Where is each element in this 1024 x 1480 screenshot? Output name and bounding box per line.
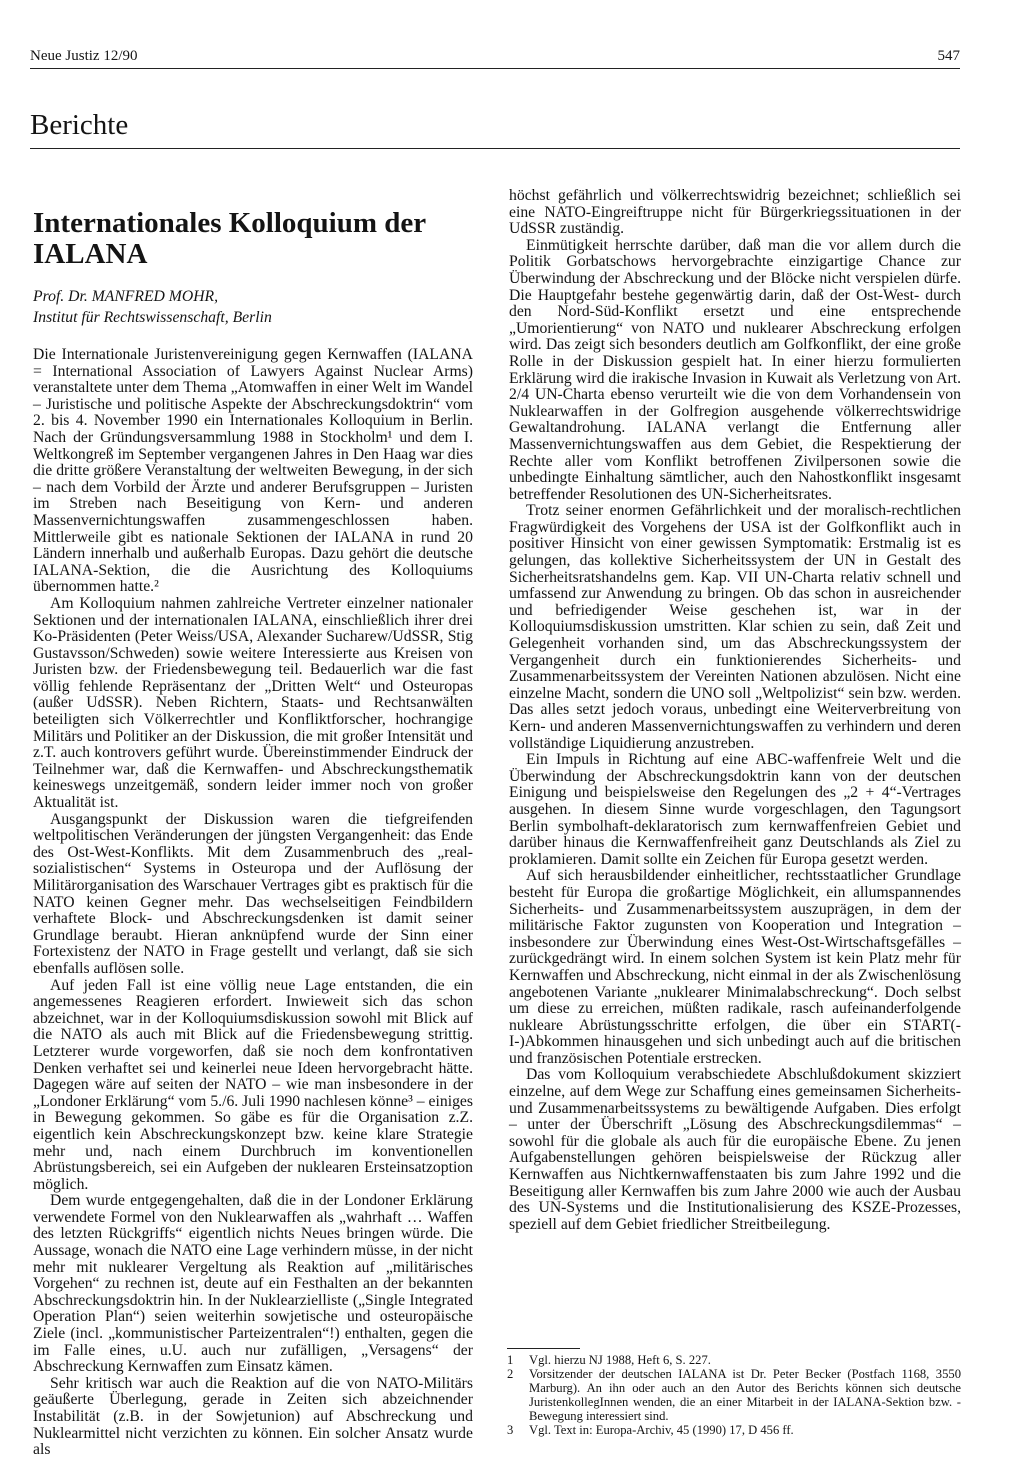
paragraph: Auf sich herausbildender einheitlicher, rechtsstaatlicher Grundlage besteht für Europa die großartige Möglichkeit, ein allumspannendes Sicherheits- und Zusammenarbeitssystem auszuprägen, in dem der militärische Faktor zugunsten von Kooperation und Integration – insbesondere zur Überwindung eines West-Ost-Wirtschaftsgefälles – zurückgedrängt wird. In einem solchen System ist kein Platz mehr für Kernwaffen und Abschreckung, nicht einmal in der als Zwischenlösung angebotenen Variante „nuklearer Minimalabschreckung“. Doch selbst um diese zu erreichen, müßten radikale, rasch aufeinanderfolgende nukleare Abrüstungsschritte erfolgen, die über ein START(-I-)Abkommen hinausgehen und sich unbedingt auch auf die britischen und französischen Potentiale erstrecken. bbox=[509, 867, 961, 1067]
footnote-rule bbox=[507, 1348, 580, 1349]
footnote bbox=[507, 1423, 961, 1437]
footnote-text: Vorsitzender der deutschen IALANA ist Dr. Peter Becker (Postfach 1168, 3550 Marburg). An ihn oder auch an den Autor des Berichts können sich deutsche JuristenkollegInnen wenden, die an einer Mitarbeit in der IALANA-Sektion bzw. -Bewegung interessiert sind. bbox=[529, 1367, 961, 1423]
right-column bbox=[509, 188, 961, 1233]
paragraph: Dem wurde entgegengehalten, daß die in der Londoner Erklärung verwendete Formel von den Nuklearwaffen als „wahrhaft … Waffen des letzten Rückgriffs“ eigentlich nichts Neues bringen würde. Die Aussage, wonach die NATO eine Lage verhindern müsse, in der nicht mehr mit nuklearer Vergeltung als Reaktion auf „militärisches Vorgehen“ zu rechnen ist, deute auf ein Festhalten an der bekannten Abschreckungsdoktrin hin. In der Nuklearzielliste („Single Integrated Operation Plan“) seien weiterhin sowjetische und osteuropäische Ziele (incl. „kommunistischer Parteizentralen“!) enthalten, gegen die im Falle eines, u.U. auch nur zufälligen, „Versagens“ der Abschreckung Kernwaffen zum Einsatz kämen. bbox=[33, 1192, 473, 1376]
paragraph: Ausgangspunkt der Diskussion waren die tiefgreifenden weltpolitischen Veränderungen der jüngsten Vergangenheit: das Ende des Ost-West-Konflikts. Mit dem Zusammenbruch des „real-sozialistischen“ Systems in Osteuropa und der Auflösung der Militärorganisation des Warschauer Vertrages gibt es praktisch für die NATO keinen Gegner mehr. Das wechselseitigen Feindbildern verhaftete Block- und Abschreckungsdenken ist damit seiner Grundlage beraubt. Hieran anknüpfend wurde der Sinn einer Fortexistenz der NATO in Frage gestellt und verlangt, daß sie sich ebenfalls auflösen solle. bbox=[33, 810, 473, 977]
paragraph: Trotz seiner enormen Gefährlichkeit und der moralisch-rechtlichen Fragwürdigkeit des Vorgehens der USA ist der Golfkonflikt auch in positiver Hinsicht von einer gewissen Symptomatik: Erstmalig ist es gelungen, das kollektive Sicherheitssystem der UN in Gestalt des Sicherheitsratshandelns gem. Kap. VII UN-Charta relativ schnell und umfassend zur Anwendung zu bringen. Ob das schon in ausreichender und befriedigender Weise geschehen ist, war in der Kolloquiumsdiskussion umstritten. Klar schien zu sein, daß Zeit und Gelegenheit vorhanden sind, um das Abschreckungssystem der Vergangenheit durch ein funktionierendes Sicherheits- und Zusammenarbeitssystem der Vereinten Nationen abzulösen. Nicht eine einzelne Macht, sondern die UNO soll „Weltpolizist“ sein bzw. werden. Das alles setzt jedoch voraus, unbedingt eine Weiterverbreitung von Kern- und anderen Massenvernichtungswaffen zu verhindern und deren vollständige Liquidierung anzustreben. bbox=[509, 502, 961, 752]
author-name: Prof. Dr. MANFRED MOHR, bbox=[33, 288, 219, 305]
footnote-number: 3 bbox=[507, 1423, 514, 1437]
byline bbox=[33, 286, 473, 328]
footnote bbox=[507, 1353, 961, 1367]
paragraph: Sehr kritisch war auch die Reaktion auf die von NATO-Militärs geäußerte Überlegung, gerade in Zeiten sich abzeichnender Instabilität (z.B. in der Sowjetunion) auf Abschreckung und Nuklearmittel nicht verzichten zu können. Ein solcher Ansatz wurde als bbox=[33, 1374, 473, 1459]
paragraph: Das vom Kolloquium verabschiedete Abschlußdokument skizziert einzelne, auf dem Wege zur Schaffung eines gemeinsamen Sicherheits- und Zusammenarbeitssystems zu bewältigende Aufgaben. Dies erfolgt – unter der Überschrift „Lösung des Abschreckungsdilemmas“ – sowohl für die globale als auch für die europäische Ebene. Zu jenen Aufgabenstellungen gehören beispielsweise der Rückzug aller Kernwaffen aus Nichtkernwaffenstaaten bis zum Jahre 1992 und die Beseitigung aller Kernwaffen bis zum Jahre 2000 wie auch der Ausbau des UN-Systems und die Institutionalisierung des KSZE-Prozesses, speziell auf dem Gebiet friedlicher Streitbeilegung. bbox=[509, 1066, 961, 1233]
footnotes bbox=[507, 1353, 961, 1437]
paragraph: Die Internationale Juristenvereinigung gegen Kernwaffen (IALANA = International Association of Lawyers Against Nuclear Arms) veranstaltete unter dem Thema „Atomwaffen in einer Welt im Wandel – Juristische und politische Aspekte der Abschreckungsdoktrin“ vom 2. bis 4. November 1990 ein Internationales Kolloquium in Berlin. Nach der Gründungsversammlung 1988 in Stockholm¹ und dem I. Weltkongreß im September vergangenen Jahres in Den Haag war dies die dritte größere Veranstaltung der weltweiten Bewegung, in der sich – nach dem Vorbild der Ärzte und anderer Berufsgruppen – Juristen im Streben nach Beseitigung von Kern- und anderen Massenvernichtungswaffen zusammengeschlossen haben. Mittlerweile gibt es nationale Sektionen der IALANA in rund 20 Ländern innerhalb und außerhalb Europas. Dazu gehört die deutsche IALANA-Sektion, die die Ausrichtung des Kolloquiums übernommen hatte.² bbox=[33, 346, 473, 596]
footnote-number: 1 bbox=[507, 1353, 514, 1367]
paragraph: Am Kolloquium nahmen zahlreiche Vertreter einzelner nationaler Sektionen und der internationalen IALANA, einschließlich ihrer drei Ko-Präsidenten (Peter Weiss/USA, Alexander Sucharew/UdSSR, Stig Gustavsson/Schweden) sowie weitere Interessierte aus Kreisen von Juristen bzw. der Friedensbewegung teil. Bedauerlich war die fast völlig fehlende Repräsentanz der „Dritten Welt“ und Osteuropas (außer UdSSR). Neben Richtern, Staats- und Rechtsanwälten beteiligten sich Völkerrechtler und Konfliktforscher, hochrangige Militärs und Politiker an der Diskussion, die mit großer Intensität und z.T. auch kontrovers geführt wurde. Übereinstimmender Eindruck der Teilnehmer war, daß die Kernwaffen- und Abschreckungsthematik keineswegs unzeitgemäß, sondern leider immer noch von großer Aktualität ist. bbox=[33, 594, 473, 812]
footnote-number: 2 bbox=[507, 1367, 514, 1381]
paragraph: Ein Impuls in Richtung auf eine ABC-waffenfreie Welt und die Überwindung der Abschreckungsdoktrin kann von der deutschen Einigung und beispielsweise den Regelungen des „2 + 4“-Vertrages ausgehen. In diesem Sinne wurde vorgeschlagen, den Tagungsort Berlin symbolhaft-deklaratorisch zum kernwaffenfreien Gebiet und darüber hinaus die Kernwaffenfreiheit ganz Deutschlands als Ziel zu proklamieren. Damit sollte ein Zeichen für Europa gesetzt werden. bbox=[509, 751, 961, 868]
running-header bbox=[30, 48, 960, 68]
page-number: 547 bbox=[937, 48, 960, 64]
article-title: Internationales Kolloquium der IALANA bbox=[33, 207, 426, 270]
left-column bbox=[33, 347, 473, 1459]
header-rule bbox=[30, 68, 960, 69]
footnote-text: Vgl. hierzu NJ 1988, Heft 6, S. 227. bbox=[529, 1353, 711, 1367]
paragraph: Einmütigkeit herrschte darüber, daß man die vor allem durch die Politik Gorbatschows hervorgebrachte einzigartige Chance zur Überwindung der Abschreckung und der Blöcke nicht verspielen dürfe. Die Hauptgefahr bestehe gegenwärtig darin, daß der Ost-West- durch den Nord-Süd-Konflikt ersetzt und eine entsprechende „Umorientierung“ von NATO und nuklearer Abschreckung erfolgen wird. Das zeigt sich besonders deutlich am Golfkonflikt, der eine große Rolle in der Diskussion gespielt hat. In einer hierzu formulierten Erklärung wird die irakische Invasion in Kuwait als Verletzung von Art. 2/4 UN-Charta ebenso verurteilt wie die von dem Vorhandensein von Nuklearwaffen in der Golfregion ausgehende völkerrechtswidrige Gewaltandrohung. IALANA verlangt die Entfernung aller Massenvernichtungswaffen aus dem Gebiet, die Respektierung der Rechte aller vom Konflikt betroffenen Zivilpersonen sowie die unbedingte Einhaltung sämtlicher, auch den Nahostkonflikt insgesamt betreffender Resolutionen des UN-Sicherheitsrates. bbox=[509, 236, 961, 503]
author-institution: Institut für Rechtswissenschaft, Berlin bbox=[33, 309, 272, 326]
paragraph: höchst gefährlich und völkerrechtswidrig bezeichnet; schließlich sei eine NATO-Eingreiftruppe nicht für Bürgerkriegssituationen in der UdSSR zuständig. bbox=[509, 187, 961, 238]
section-title: Berichte bbox=[30, 109, 129, 141]
footnote-text: Vgl. Text in: Europa-Archiv, 45 (1990) 17, D 456 ff. bbox=[529, 1423, 794, 1437]
paragraph: Auf jeden Fall ist eine völlig neue Lage entstanden, die ein angemessenes Reagieren erfordert. Inwieweit sich das schon abzeichnet, war in der Kolloquiumsdiskussion sowohl mit Blick auf die NATO als auch mit Blick auf die Friedensbewegung strittig. Letzterer wurde vorgeworfen, daß sie noch dem konfrontativen Denken verhaftet sei und keinerlei neue Ideen hervorgebracht hätte. Dagegen wäre auf seiten der NATO – wie man insbesondere in der „Londoner Erklärung“ vom 5./6. Juli 1990 nachlesen könne³ – einiges in Bewegung gekommen. So gäbe es für die Organisation z.Z. eigentlich kein Abschreckungskonzept bzw. keine klare Strategie mehr und, nach einem Durchbruch im konventionellen Abrüstungsbereich, sei ein Aufgeben der nuklearen Ersteinsatzoption möglich. bbox=[33, 976, 473, 1193]
journal-issue: Neue Justiz 12/90 bbox=[30, 48, 138, 64]
section-rule bbox=[30, 148, 960, 149]
footnote bbox=[507, 1367, 961, 1423]
